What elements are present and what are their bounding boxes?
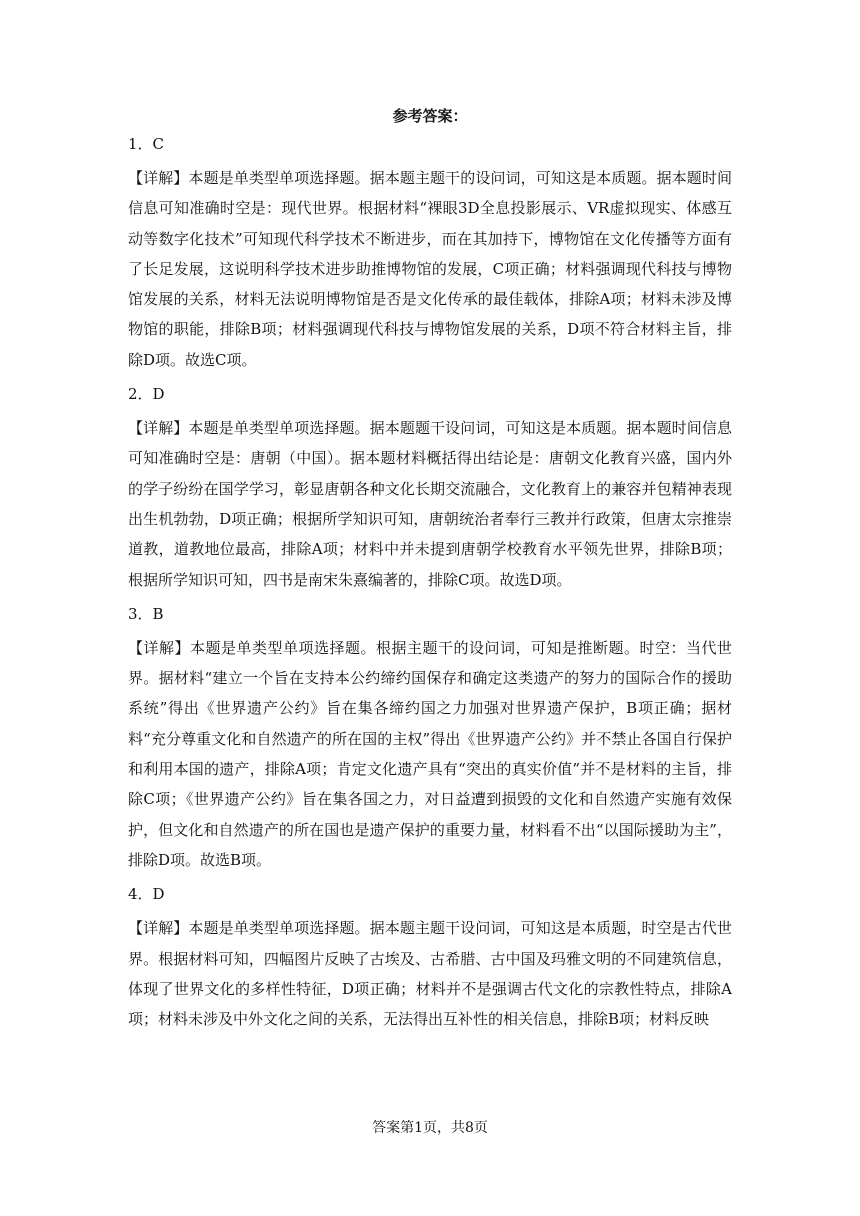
answer-list <box>128 132 732 1041</box>
answer-item <box>128 132 732 375</box>
answer-item <box>128 382 732 595</box>
question-number: 3．B <box>128 604 164 623</box>
question-number: 2．D <box>128 385 165 404</box>
page-title: 参考答案： <box>392 107 468 125</box>
question-explanation: 【详解】本题是单类型单项选择题。据本题主题干的设问词，可知这是本质题。据本题时间信息可知准确时空是：现代世界。根据材料“裸眼3D全息投影展示、VR虚拟现实、体感互动等数字化技术”可知现代科学技术不断进步，而在其加持下，博物馆在文化传播等方面有了长足发展，这说明科学技术进步助推博物馆的发展，C项正确；材料强调现代科技与博物馆发展的关系，材料无法说明博物馆是否是文化传承的最佳载体，排除A项；材料未涉及博物馆的职能，排除B项；材料强调现代科技与博物馆发展的关系，D项不符合材料主旨，排除D项。故选C项。 <box>128 169 732 369</box>
answer-item <box>128 882 732 1034</box>
question-number: 1．C <box>128 135 165 153</box>
question-number: 4．D <box>128 885 165 904</box>
question-explanation: 【详解】本题是单类型单项选择题。根据主题干的设问词，可知是推断题。时空：当代世界。据材料“建立一个旨在支持本公约缔约国保存和确定这类遗产的努力的国际合作的援助系统”得出《世界遗产公约》旨在集各缔约国之力加强对世界遗产保护，B项正确；据材料“充分尊重文化和自然遗产的所在国的主权”得出《世界遗产公约》并不禁止各国自行保护和利用本国的遗产，排除A项；肯定文化遗产具有“突出的真实价值”并不是材料的主旨，排除C项；《世界遗产公约》旨在集各国之力，对日益遭到损毁的文化和自然遗产实施有效保护，但文化和自然遗产的所在国也是遗产保护的重要力量，材料看不出“以国际援助为主”，排除D项。故选B项。 <box>128 638 732 869</box>
question-explanation: 【详解】本题是单类型单项选择题。据本题题干设问词，可知这是本质题。据本题时间信息可知准确时空是：唐朝（中国）。据本题材料概括得出结论是：唐朝文化教育兴盛，国内外的学子纷纷在国学学习，彰显唐朝各种文化长期交流融合，文化教育上的兼容并包精神表现出生机勃勃，D项正确；根据所学知识可知，唐朝统治者奉行三教并行政策，但唐太宗推崇道教，道教地位最高，排除A项；材料中并未提到唐朝学校教育水平领先世界，排除B项；根据所学知识可知，四书是南宋朱熹编著的，排除C项。故选D项。 <box>128 419 732 589</box>
page-footer: 答案第1页，共8页 <box>372 1120 488 1136</box>
answer-item <box>128 602 732 875</box>
question-explanation: 【详解】本题是单类型单项选择题。据本题主题干设问词，可知这是本质题，时空是古代世界。根据材料可知，四幅图片反映了古埃及、古希腊、古中国及玛雅文明的不同建筑信息，体现了世界文化的多样性特征，D项正确；材料并不是强调古代文化的宗教性特点，排除A项；材料未涉及中外文化之间的关系，无法得出互补性的相关信息，排除B项；材料反映 <box>128 919 732 1029</box>
